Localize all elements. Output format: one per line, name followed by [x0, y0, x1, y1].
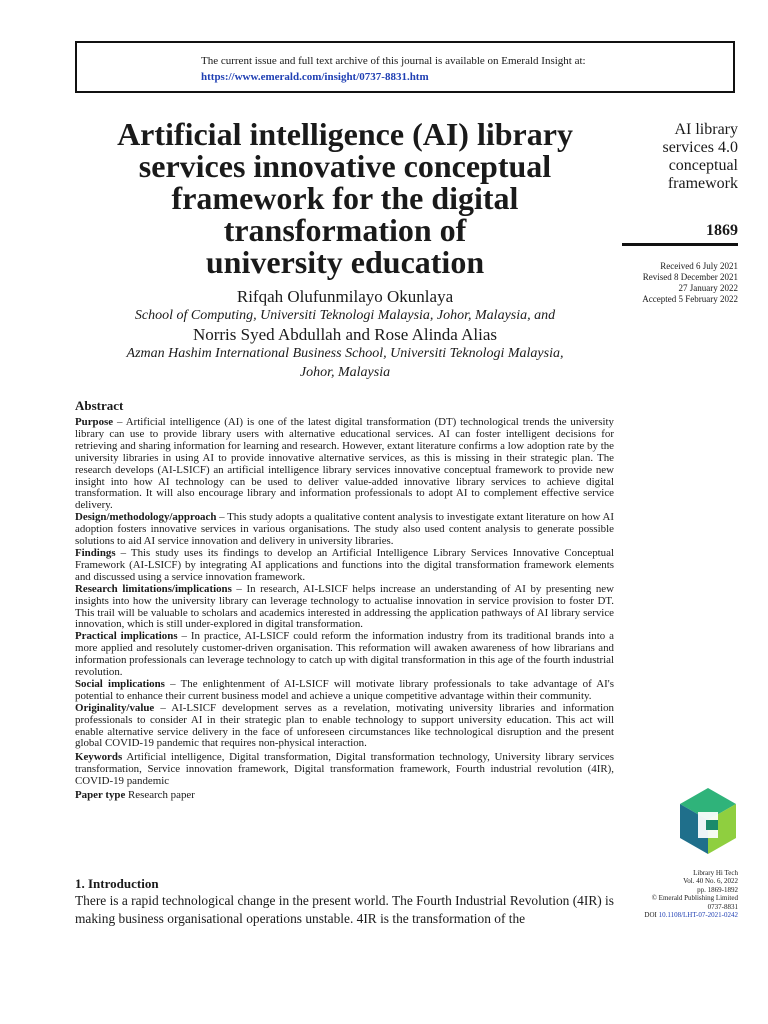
section-heading-introduction: 1. Introduction [75, 876, 159, 891]
abstract-label: Purpose [75, 416, 114, 428]
abstract-label: Paper type [75, 789, 126, 802]
journal-copyright: © Emerald Publishing Limited [651, 894, 738, 903]
margin-rule [622, 243, 738, 246]
abstract-text: Research paper [128, 789, 195, 802]
archive-notice-box [75, 41, 735, 93]
title-line: framework for the digital [171, 180, 519, 216]
abstract-label: Originality/value [75, 701, 155, 714]
abstract-text: The enlightenment of AI-LSICF will motivate library professionals to take advantage of AI's potential to enhance their current business model and achieve a unique competitive advantage within their community. [75, 677, 614, 702]
author-affiliation-1: School of Computing, Universiti Teknologi Malaysia, Johor, Malaysia, and [134, 308, 556, 323]
introduction-text: There is a rapid technological change in the present world. The Fourth Industrial Revolution (4IR) is making business organisational operations unstable. 4IR is the transformation of the [75, 893, 614, 926]
date-revised-2: 27 January 2022 [678, 283, 738, 293]
journal-doi [622, 911, 738, 919]
title-line: transformation of [223, 212, 467, 248]
abstract-findings [75, 548, 614, 584]
running-title-line: conceptual [668, 157, 738, 174]
journal-url-link[interactable]: https://www.emerald.com/insight/0737-8831.htm [201, 71, 429, 83]
abstract-keywords [75, 752, 614, 788]
author-affiliation-2 [78, 344, 612, 382]
crossmark-logo[interactable] [676, 786, 740, 856]
author-names-2: Norris Syed Abdullah and Rose Alinda Alias [192, 325, 498, 344]
abstract-sep: – [164, 677, 181, 690]
running-title [622, 121, 738, 193]
date-revised: Revised 8 December 2021 [642, 272, 738, 282]
abstract-social [75, 679, 614, 703]
abstract-text: This study uses its findings to develop an Artificial Intelligence Library Services Innovative Conceptual Framework (AI-LSICF) by integrating AI applications and functions into the digital transformation framework elements and discussed using a service innovation framework. [75, 546, 614, 583]
doi-link[interactable]: 10.1108/LHT-07-2021-0242 [658, 911, 738, 920]
submission-dates [622, 261, 738, 305]
abstract-sep: – [231, 582, 247, 595]
abstract-sep: – [154, 701, 172, 714]
running-title-line: framework [667, 175, 738, 192]
abstract-sep: – [177, 630, 191, 643]
running-title-line: AI library [674, 121, 738, 138]
journal-pages: pp. 1869-1892 [697, 885, 738, 894]
abstract-label: Findings [75, 546, 116, 559]
abstract-sep: – [216, 511, 228, 524]
abstract-practical [75, 631, 614, 679]
page-number: 1869 [706, 222, 738, 239]
abstract [75, 398, 614, 802]
paper-title [78, 118, 612, 278]
abstract-heading: Abstract [75, 398, 124, 413]
abstract-text: Artificial intelligence, Digital transformation, Digital transformation technology, University library services transformation, Service innovation framework, Digital transformation framework, Fourth industrial revolution (4IR), COVID-19 pandemic [75, 751, 614, 788]
date-received: Received 6 July 2021 [660, 261, 738, 271]
affiliation-line: Johor, Malaysia [299, 365, 391, 380]
journal-info [622, 869, 738, 919]
abstract-sep: – [113, 416, 126, 428]
title-line: university education [205, 244, 485, 280]
title-line: services innovative conceptual [138, 148, 552, 184]
abstract-paper-type [75, 790, 614, 802]
abstract-label: Practical implications [75, 630, 178, 643]
abstract-text: In research, AI-LSICF helps increase an understanding of AI by presenting new insights into how the university library can leverage technology to actualise innovation in service provision to foster DT. This trail will be valuable to scholars and academics interested in addressing the application pathways of AI library service innovation, which is still under-explored in digital transformation. [75, 582, 614, 631]
abstract-originality [75, 703, 614, 751]
abstract-text: Artificial intelligence (AI) is one of the latest digital transformation (DT) technological trends the university library can use to provide library users with alternative educational services. AI can foster intelligent decisions for retrieving and sharing information for learning and research. However, extant literature confirms a low adoption rate by the university libraries in using AI to provide innovative alternative services, as this is missing in their strategic plan. The research develops (AI-LSICF) an artificial intelligence library services innovative conceptual framework to provide new insight into how AI technology can be used to deliver value-added innovative library services to achieve digital transformation. It will also encourage library and information professionals to adopt AI to complement effective service delivery. [75, 416, 614, 512]
date-accepted: Accepted 5 February 2022 [642, 294, 738, 304]
abstract-label: Design/methodology/approach [75, 511, 217, 524]
abstract-label: Social implications [75, 677, 165, 690]
abstract-text: This study adopts a qualitative content analysis to investigate extant literature on how AI adoption fosters innovative services in various organisations. The study also used content analysis to generate possible solutions to aid AI service innovation and delivery in university libraries. [75, 511, 614, 548]
doi-label: DOI [644, 911, 657, 920]
abstract-label: Research limitations/implications [75, 582, 232, 595]
title-line: Artificial intelligence (AI) library [117, 116, 573, 152]
abstract-text: AI-LSICF development serves as a revelation, motivating university libraries and information professionals to consider AI in their strategic plan to enable technology to support university education. This act will enable alternative service delivery in the face of unforeseen circumstances like technological disruption and the present global COVID-19 pandemic that requires non-physical interaction. [75, 701, 614, 750]
abstract-sep: – [115, 546, 131, 559]
journal-name: Library Hi Tech [693, 869, 738, 877]
affiliation-line: Azman Hashim International Business School, Universiti Teknologi Malaysia, [126, 346, 564, 361]
journal-issn: 0737-8831 [707, 902, 738, 911]
running-title-line: services 4.0 [662, 139, 738, 156]
logo-inner-accent [706, 820, 718, 830]
journal-volume: Vol. 40 No. 6, 2022 [683, 877, 738, 886]
abstract-limitations [75, 584, 614, 632]
abstract-label: Keywords [75, 751, 123, 764]
archive-notice-text: The current issue and full text archive of this journal is available on Emerald Insight at: [201, 55, 586, 67]
abstract-methodology [75, 512, 614, 548]
author-names-1: Rifqah Olufunmilayo Okunlaya [236, 287, 454, 306]
abstract-text: In practice, AI-LSICF could reform the information industry from its traditional brands into a more applied and resolutely customer-driven organisation. This reformation will awaken awareness of how librarians and information professionals can leverage technology to catch up with digital transformation in this age of the fourth industrial revolution. [75, 630, 615, 679]
abstract-purpose [75, 417, 614, 512]
